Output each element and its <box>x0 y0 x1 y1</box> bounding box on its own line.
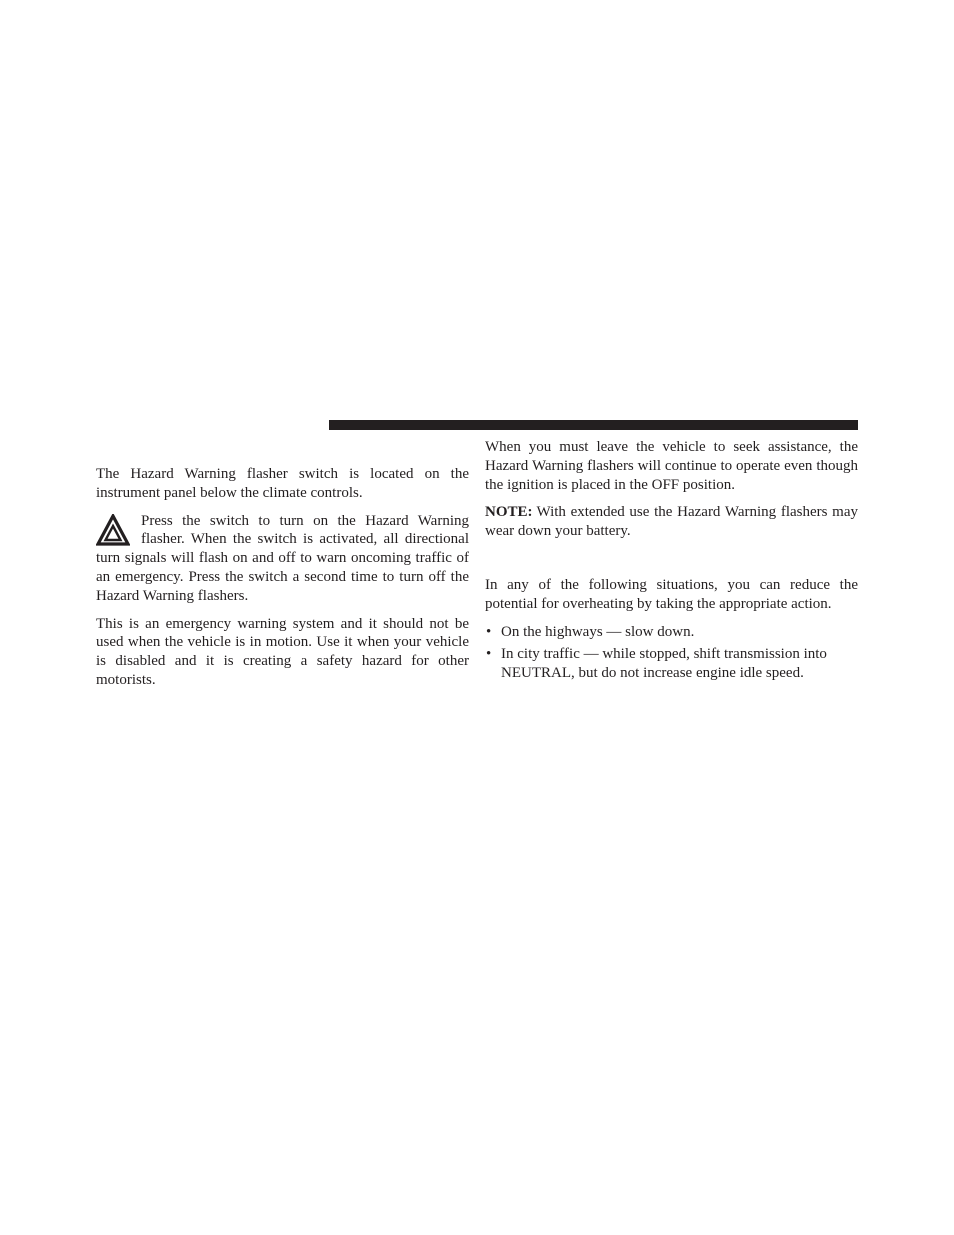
list-item-text: In city traffic — while stopped, shift transmission into NEUTRAL, but do not increase engine idle speed. <box>501 646 827 682</box>
hazard-switch-instructions <box>96 512 469 606</box>
note-label: NOTE: <box>485 504 533 521</box>
list-item <box>485 645 858 683</box>
left-column <box>96 465 469 699</box>
hazard-switch-location-paragraph: The Hazard Warning flasher switch is located on the instrument panel below the climate controls. <box>96 466 469 501</box>
emergency-warning-paragraph: This is an emergency warning system and it should not be used when the vehicle is in motion. Use it when your vehicle is disabled and it is creating a safety hazard for other motorists. <box>96 615 469 688</box>
hazard-triangle-icon <box>96 514 130 546</box>
list-item <box>485 623 858 642</box>
hazard-switch-press-paragraph: Press the switch to turn on the Hazard Warning flasher. When the switch is activated, all directional turn signals will flash on and off to warn oncoming traffic of an emergency. Press the switch a second time to turn off the Hazard Warning flashers. <box>96 512 469 604</box>
section-header-rule <box>329 420 858 430</box>
bullet-icon: • <box>486 646 492 663</box>
overheating-actions-list <box>485 623 858 683</box>
bullet-icon: • <box>486 623 492 640</box>
note-text: With extended use the Hazard Warning flashers may wear down your battery. <box>485 504 858 540</box>
overheating-intro-paragraph: In any of the following situations, you can reduce the potential for overheating by taking the appropriate action. <box>485 576 858 612</box>
leave-vehicle-paragraph: When you must leave the vehicle to seek assistance, the Hazard Warning flashers will continue to operate even though the ignition is placed in the OFF position. <box>485 439 858 493</box>
right-column <box>485 438 858 687</box>
section-gap <box>485 550 858 576</box>
note-paragraph <box>485 503 858 541</box>
list-item-text: On the highways — slow down. <box>501 623 695 640</box>
